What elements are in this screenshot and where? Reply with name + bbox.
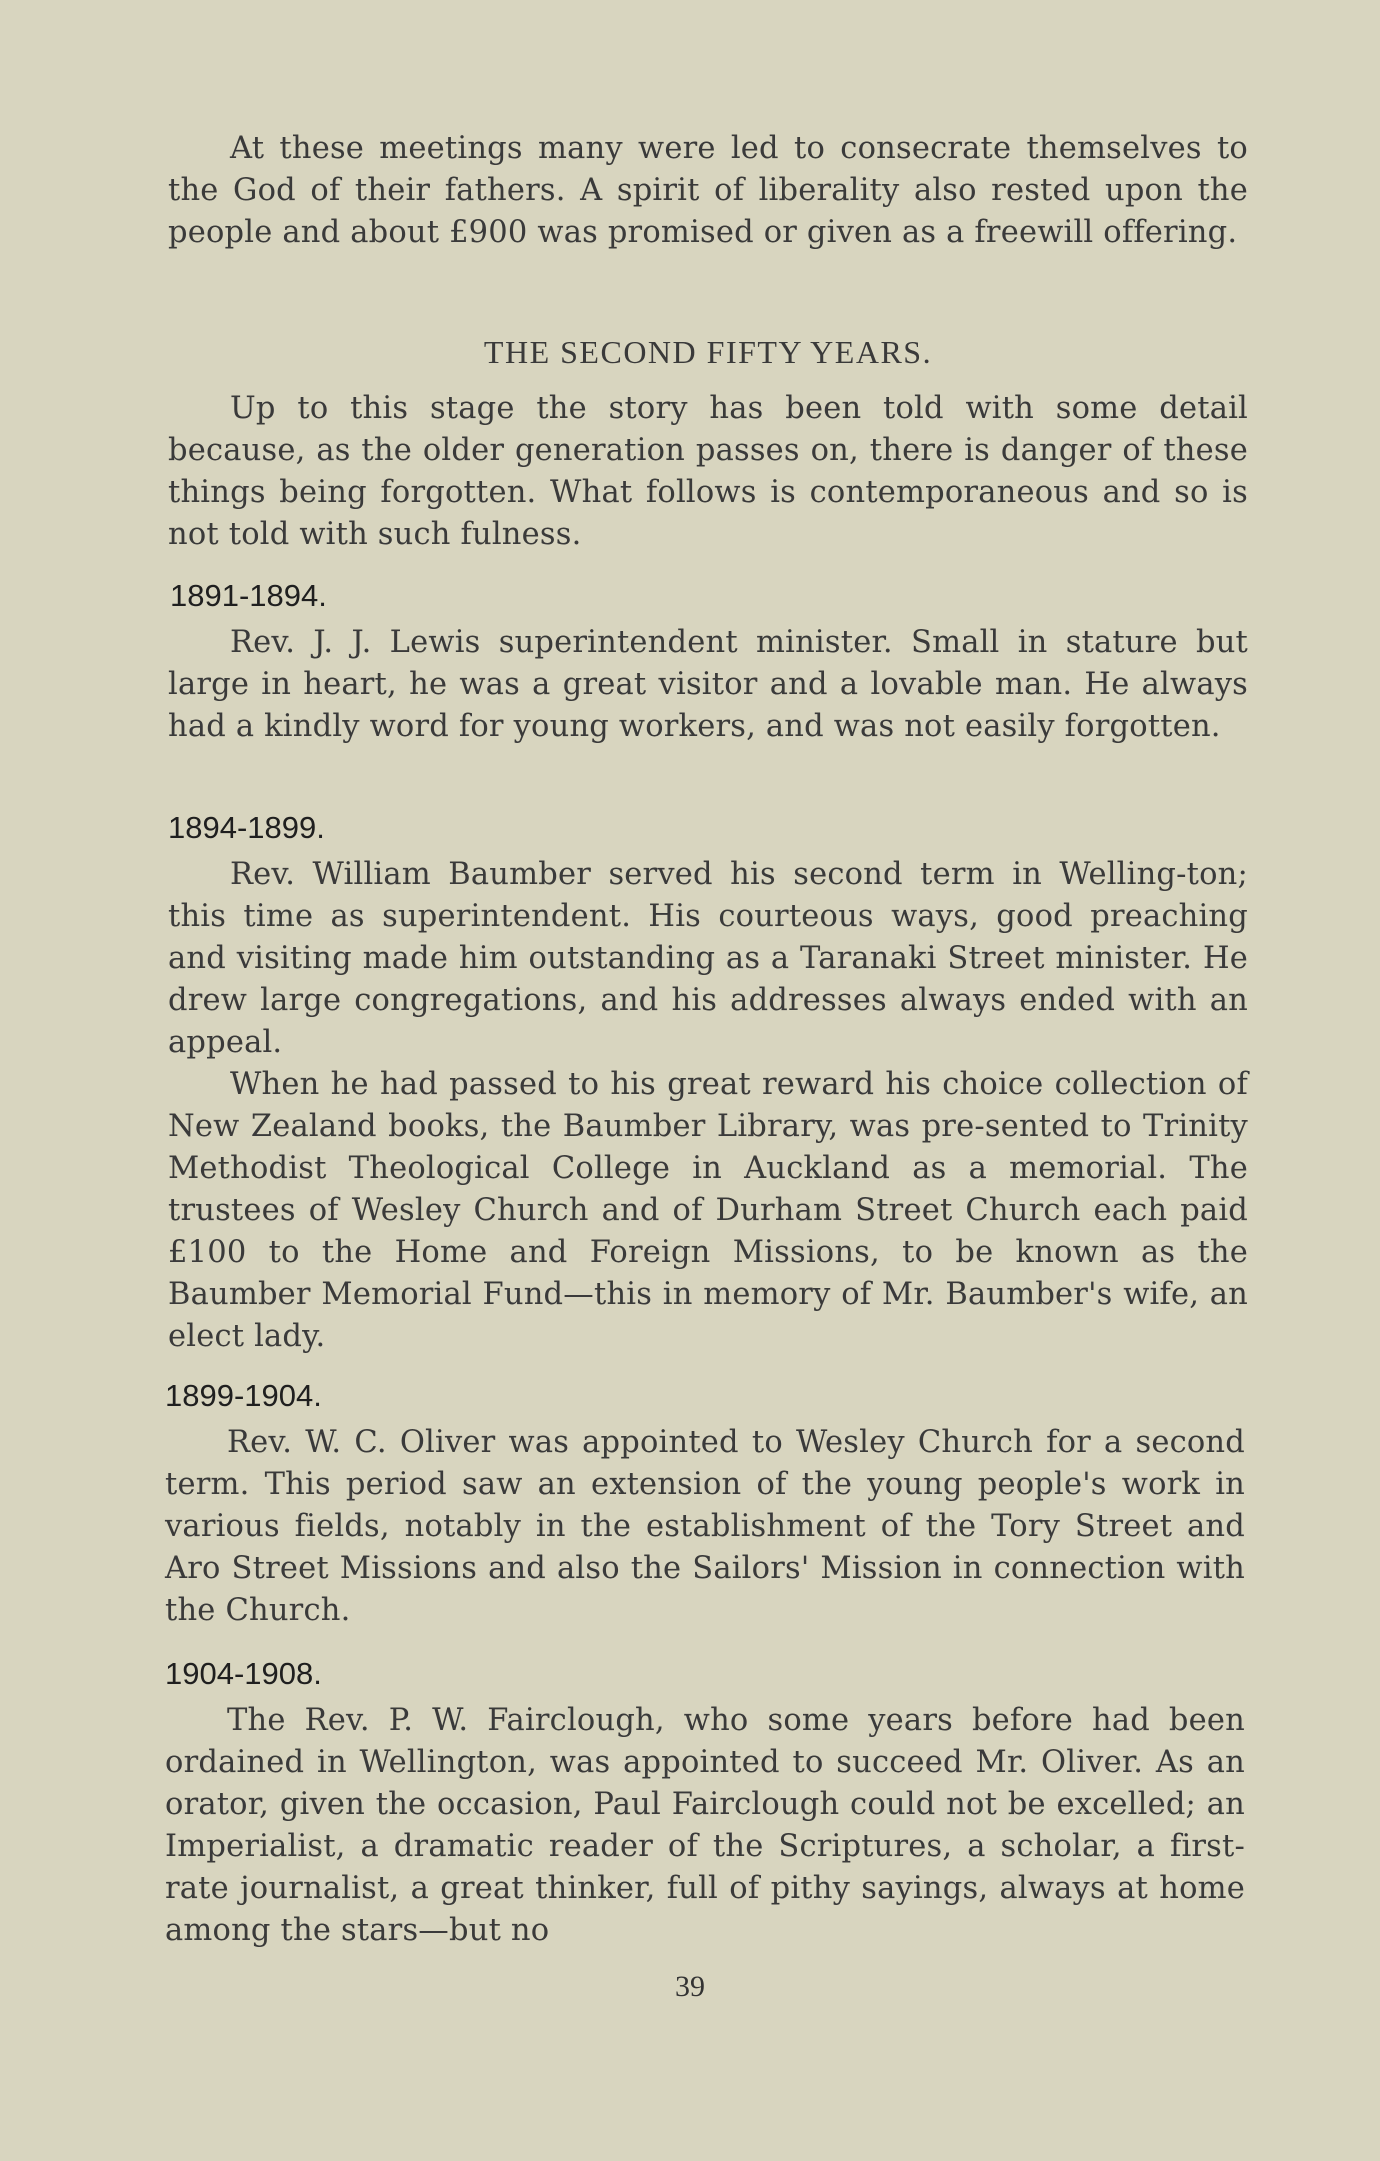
year-heading-1891: 1891-1894. <box>170 578 327 613</box>
year-heading-1904: 1904-1908. <box>165 1656 322 1691</box>
oliver-paragraph: Rev. W. C. Oliver was appointed to Wesley Church for a second term. This period saw an extension of the young people's work in various fields, notably in the establishment of the Tory Street and Aro Street Missions and also the Sailors' Mission in connection with the Church. <box>165 1425 1245 1628</box>
year-heading-1899: 1899-1904. <box>165 1378 322 1413</box>
baumber-paragraph: Rev. William Baumber served his second term in Welling-ton; this time as superintendent. His courteous ways, good preaching and visiting made him outstanding as a Taranaki Street minister. He drew large congregations, and his addresses always ended with an appeal. <box>168 857 1248 1060</box>
lewis-paragraph: Rev. J. J. Lewis superintendent minister. Small in stature but large in heart, he was a great visitor and a lovable man. He always had a kindly word for young workers, and was not easily forgotten. <box>168 625 1248 744</box>
up-to-stage-paragraph: Up to this stage the story has been told with some detail because, as the older generation passes on, there is danger of these things being forgotten. What follows is contemporaneous and so is not told with such fulness. <box>168 391 1248 552</box>
page-number: 39 <box>675 1970 705 2003</box>
intro-paragraph: At these meetings many were led to consecrate themselves to the God of their fathers. A spirit of liberality also rested upon the people and about £900 was promised or given as a freewill offering. <box>168 131 1248 250</box>
fairclough-paragraph: The Rev. P. W. Fairclough, who some years before had been ordained in Wellington, was appointed to succeed Mr. Oliver. As an orator, given the occasion, Paul Fairclough could not be excelled; an Imperialist, a dramatic reader of the Scriptures, a scholar, a first-rate journalist, a great thinker, full of pithy sayings, always at home among the stars—but no <box>165 1703 1245 1948</box>
year-heading-1894: 1894-1899. <box>168 810 325 845</box>
baumber-library-paragraph: When he had passed to his great reward his choice collection of New Zealand books, the Baumber Library, was pre-sented to Trinity Methodist Theological College in Auckland as a memorial. The trustees of Wesley Church and of Durham Street Church each paid £100 to the Home and Foreign Missions, to be known as the Baumber Memorial Fund—this in memory of Mr. Baumber's wife, an elect lady. <box>168 1067 1248 1354</box>
section-heading: THE SECOND FIFTY YEARS. <box>483 334 933 370</box>
